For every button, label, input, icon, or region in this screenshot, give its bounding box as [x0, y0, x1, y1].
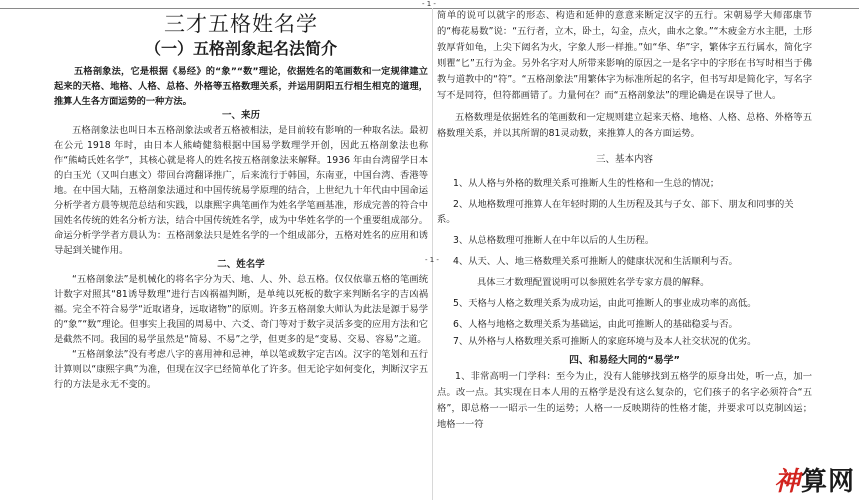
- page-number-top: - 1 -: [422, 0, 436, 8]
- document-subtitle: （一）五格剖象起名法简介: [144, 39, 337, 58]
- reference-note: 具体三才数理配置说明可以参照姓名学专家方晨的解释。: [477, 277, 710, 288]
- watermark-text: 算网: [800, 467, 855, 497]
- list-item: 2、从地格数理可推算人在年轻时期的人生历程及其与子女、部下、朋友和同事的关系。: [437, 199, 794, 225]
- list-item: 7、从外格与人格数理关系可推断人的家庭环境与及本人社交状况的优劣。: [453, 336, 757, 347]
- section-heading-basic-content: 三、基本内容: [595, 154, 653, 165]
- list-item: 4、从天、人、地三格数理关系可推断人的健康状况和生活顺利与否。: [453, 256, 738, 267]
- section-heading-origin: 一、来历: [221, 110, 260, 121]
- section-heading-yijing: 四、和易经大同的“易学”: [569, 355, 680, 366]
- page-number-middle: - 1 -: [425, 256, 439, 264]
- column-divider: [432, 8, 433, 500]
- list-item: 5、天格与人格之数理关系为成功运，由此可推断人的事业成功率的高低。: [453, 298, 757, 309]
- watermark-accent-char: 神: [773, 467, 801, 497]
- site-watermark-logo: [774, 461, 855, 498]
- five-elements-paragraph: 简单的说可以就字的形态、构造和延伸的意意来断定汉字的五行。宋朝易学大师邵康节的“梅花易数”说：“五行者，立木，卧土，勾金，点火，曲水之象。”“木疲金方水主肥，土形敦厚背如龟，上尖下阔名为火，字象人形一样推。”如“华、华”字，繁体字五行属水，简化字则瞿“匕”五行为金。另外名字对人所带来影响的原因之一是名字中的字形在书写时相当于佛教与道教中的“符”。“五格剖象法”用繁体字为标准所起的名字，但书写却是简化字，写名字写不是同符，但符都画错了。力量何在？而“五格剖象法”的理论确是在误导了世人。: [437, 10, 812, 101]
- intro-paragraph: 五格剖象法，它是根据《易经》的“象”“数”理论，依据姓名的笔画数和一定规律建立起来的天格、地格、人格、总格、外格等五格数理关系，并运用阴阳五行相生相克的道理，推算人生各方面运势的一种方法。: [54, 66, 428, 107]
- list-item: 1、从人格与外格的数理关系可推断人生的性格和一生总的情况；: [453, 178, 720, 189]
- document-title: 三才五格姓名学: [164, 12, 318, 36]
- section-heading-name-study: 二、姓名学: [217, 259, 265, 270]
- left-column: [54, 8, 428, 500]
- list-item: 3、从总格数理可推断人在中年以后的人生历程。: [453, 235, 655, 246]
- name-study-paragraph-2: “五格剖象法”没有考虑八字的喜用神和忌神，单以笔或数字定吉凶。汉字的笔划和五行计算则以“康熙字典”为准，但现在汉字已经简单化了许多。但无论字如何变化，判断汉字五行的方法是永无不变的。: [54, 349, 428, 390]
- right-column: [437, 8, 812, 500]
- origin-paragraph: 五格剖象法也叫日本五格剖象法或者五格被相法，是目前较有影响的一种取名法。最初在公元 1918 年时，由日本人熊崎健翁根据中国易学数理学开创，因此五格剖象法也称作“熊崎氏姓名学”，其核心就是将人的姓名按五格剖象法来解释。1936 年由台湾留学日本的白玉光（又叫白惠文）带回台湾翻译推广，后来流行于韩国，东南亚，中国台湾、香港等地。在中国大陆，五格剖象法通过和中国传统易学原理的结合，上世纪九十年代由中国命运分析学者方晨等规范总结和实践，以康熙字典笔画作为姓名学笔画基准，形成完善的符合中国姓名传统的姓名分析方法，结合中国传统姓名学，成为中华姓名学的一个重要组成部分。命运分析学学者方晨认为：五格剖象法只是姓名学的一个组成部分，五格对姓名的应用和诱导起到关键作用。: [54, 125, 428, 256]
- list-item: 6、人格与地格之数理关系为基础运，由此可推断人的基础稳妥与否。: [453, 319, 738, 330]
- yijing-paragraph: 1、非常高明一门学科：至今为止，没有人能够找到五格学的原身出处，听一点，加一点。改一点。其实现在日本人用的五格学是没有这么复杂的，它们孩子的名字必须符合“五格”，即总格一一昭示一生的运势；人格一一反映期待的性格才能，并要求可以克制凶运；地格一一符: [437, 371, 812, 430]
- name-study-paragraph-1: “五格剖象法”是机械化的将名字分为天、地、人、外、总五格。仅仅依靠五格的笔画统计数字对照其“81诱导数理”进行吉凶祸福判断，是单纯以死板的数字来判断名字的吉凶祸福。完全不符合易学“近取诸身，远取诸物”的原则。许多五格剖象大师认为此法是源于易学的“象”“数”理论。但事实上我国的周易中、六爻、奇门等对于数字灵活多变的应用方法和它是截然不同。我国的易学虽然是“简易、不易”之学，但更多的是“变易、交易、容易”之道。: [54, 274, 428, 345]
- five-grid-numerology-paragraph: 五格数理是依据姓名的笔画数和一定规则建立起来天格、地格、人格、总格、外格等五格数理关系，并以其所谓的81灵动数，来推算人的各方面运势。: [437, 112, 812, 139]
